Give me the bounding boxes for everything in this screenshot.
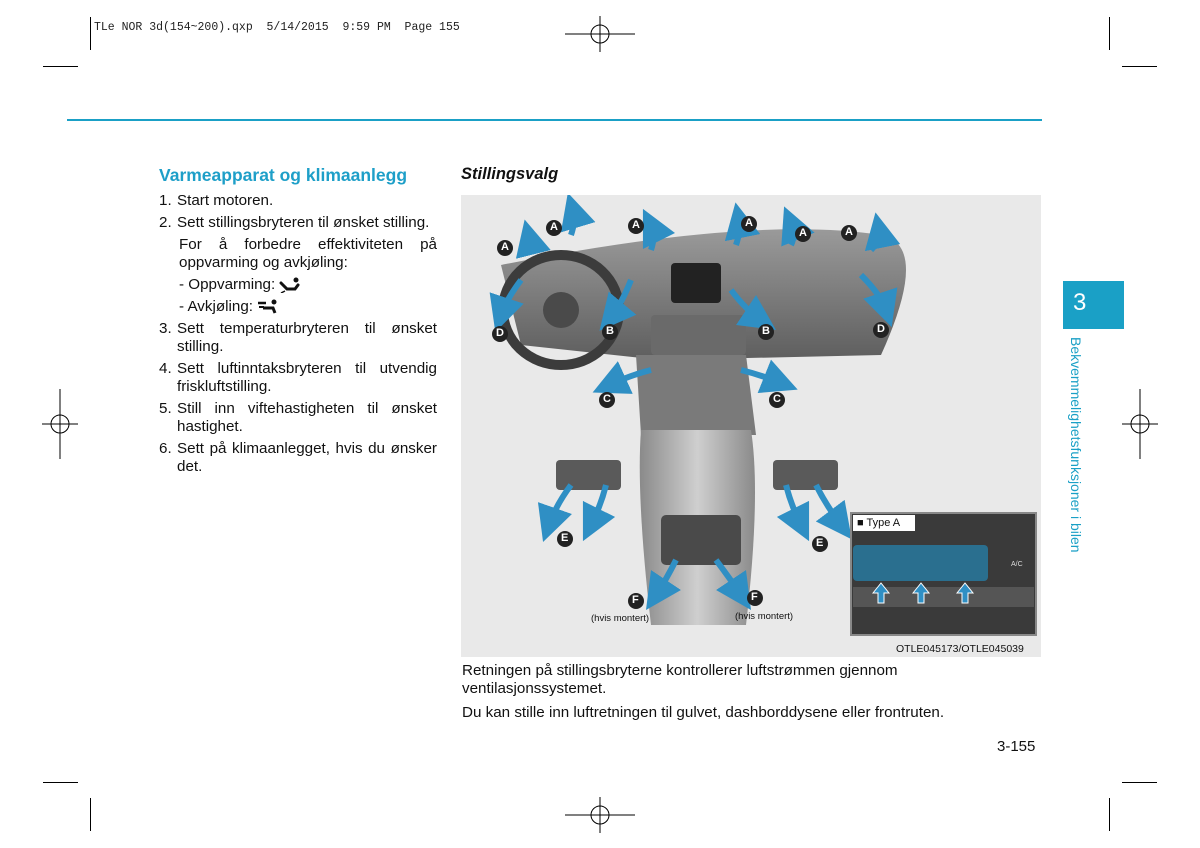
step-2-note: For å forbedre effektiviteten på oppvarming og avkjøling:	[179, 236, 437, 271]
callout-label: A	[799, 227, 807, 239]
rear-vent-left	[556, 460, 621, 490]
step-number: 4.	[159, 360, 172, 377]
inset-ac-label: A/C	[1011, 561, 1023, 568]
step-text: Sett luftinntaksbryteren til utvendig friskluftstilling.	[177, 360, 437, 395]
step-1	[159, 192, 437, 210]
crop-mark	[90, 798, 91, 831]
step-3	[159, 320, 437, 356]
step-2	[159, 214, 437, 232]
callout-d	[491, 325, 509, 348]
chapter-side-title	[1068, 337, 1090, 587]
step-text: Start motoren.	[177, 192, 274, 209]
figure-heading: Stillingsvalg	[461, 165, 559, 183]
floor-mode-icon	[279, 277, 301, 293]
figure-caption	[462, 662, 1022, 728]
caption-paragraph-2: Du kan stille inn luftretningen til gulvet, dashborddysene eller frontruten.	[462, 704, 945, 721]
callout-b	[601, 323, 619, 346]
callout-label: C	[603, 393, 611, 405]
callout-label: F	[632, 594, 639, 606]
callout-label: A	[501, 241, 509, 253]
crop-mark	[1122, 66, 1157, 67]
optional-note-right: (hvis montert)	[735, 611, 794, 622]
callout-a	[840, 224, 858, 247]
registration-mark-left	[42, 389, 78, 459]
chapter-number: 3	[1073, 289, 1087, 316]
chapter-title-text: Bekvemmelighetsfunksjoner i bilen	[1068, 337, 1084, 553]
step-text: Sett temperaturbryteren til ønsket stilling.	[177, 320, 437, 355]
callout-label: B	[606, 325, 614, 337]
callout-c	[598, 391, 616, 414]
step-number: 3.	[159, 320, 172, 337]
callout-e	[556, 530, 574, 553]
caption-paragraph-1: Retningen på stillingsbryterne kontrollerer luftstrømmen gjennom ventilasjonssystemet.	[462, 662, 898, 697]
callout-e	[811, 535, 829, 558]
callout-label: B	[762, 325, 770, 337]
callout-a	[545, 219, 563, 242]
center-display	[671, 263, 721, 303]
callout-label: A	[632, 219, 640, 231]
crop-mark	[43, 66, 78, 67]
rear-vent-right	[773, 460, 838, 490]
callout-d	[872, 321, 890, 344]
step-text: Still inn viftehastigheten til ønsket hastighet.	[177, 400, 437, 435]
callout-label: C	[773, 393, 781, 405]
crop-mark	[1109, 798, 1110, 831]
cooling-line	[179, 298, 437, 316]
step-number: 1.	[159, 192, 172, 209]
crop-mark	[43, 782, 78, 783]
callout-label: F	[751, 591, 758, 603]
header-rule	[67, 119, 1042, 121]
callout-a	[740, 215, 758, 238]
callout-label: E	[816, 537, 824, 549]
step-4	[159, 360, 437, 396]
car-interior-illustration	[461, 195, 1041, 657]
step-number: 2.	[159, 214, 172, 231]
callout-a	[794, 225, 812, 248]
callout-label: A	[845, 226, 853, 238]
callout-a	[627, 217, 645, 240]
heating-label: - Oppvarming:	[179, 276, 276, 293]
cooling-label: - Avkjøling:	[179, 298, 253, 315]
callout-c	[768, 391, 786, 414]
optional-note-left: (hvis montert)	[591, 613, 650, 624]
callout-f	[627, 592, 645, 615]
inset-type-label: ■ Type A	[853, 515, 915, 531]
callout-label: A	[550, 221, 558, 233]
crop-mark	[1122, 782, 1157, 783]
callout-label: E	[561, 532, 569, 544]
registration-mark-right	[1122, 389, 1158, 459]
callout-label: D	[496, 327, 504, 339]
registration-mark-top	[565, 16, 635, 52]
step-text: Sett på klimaanlegget, hvis du ønsker det.	[177, 440, 437, 475]
crop-mark	[90, 17, 91, 50]
section-heading: Varmeapparat og klimaanlegg	[159, 165, 408, 185]
callout-f	[746, 589, 764, 612]
step-text: Sett stillingsbryteren til ønsket stilling.	[177, 214, 430, 231]
callout-b	[757, 323, 775, 346]
heating-line	[179, 276, 437, 294]
step-number: 6.	[159, 440, 172, 457]
steps-list	[159, 192, 437, 480]
step-6	[159, 440, 437, 476]
registration-mark-bottom	[565, 797, 635, 833]
face-mode-icon	[257, 299, 279, 315]
callout-a	[496, 239, 514, 262]
step-5	[159, 400, 437, 436]
chapter-tab	[1063, 281, 1124, 329]
crop-mark	[1109, 17, 1110, 50]
vent-diagram	[461, 195, 1041, 657]
callout-label: D	[877, 323, 885, 335]
step-number: 5.	[159, 400, 172, 417]
print-header: TLe NOR 3d(154~200).qxp 5/14/2015 9:59 PM Page 155	[94, 21, 460, 34]
figure-code: OTLE045173/OTLE045039	[896, 643, 1024, 655]
page-number: 3-155	[997, 738, 1036, 755]
callout-label: A	[745, 217, 753, 229]
